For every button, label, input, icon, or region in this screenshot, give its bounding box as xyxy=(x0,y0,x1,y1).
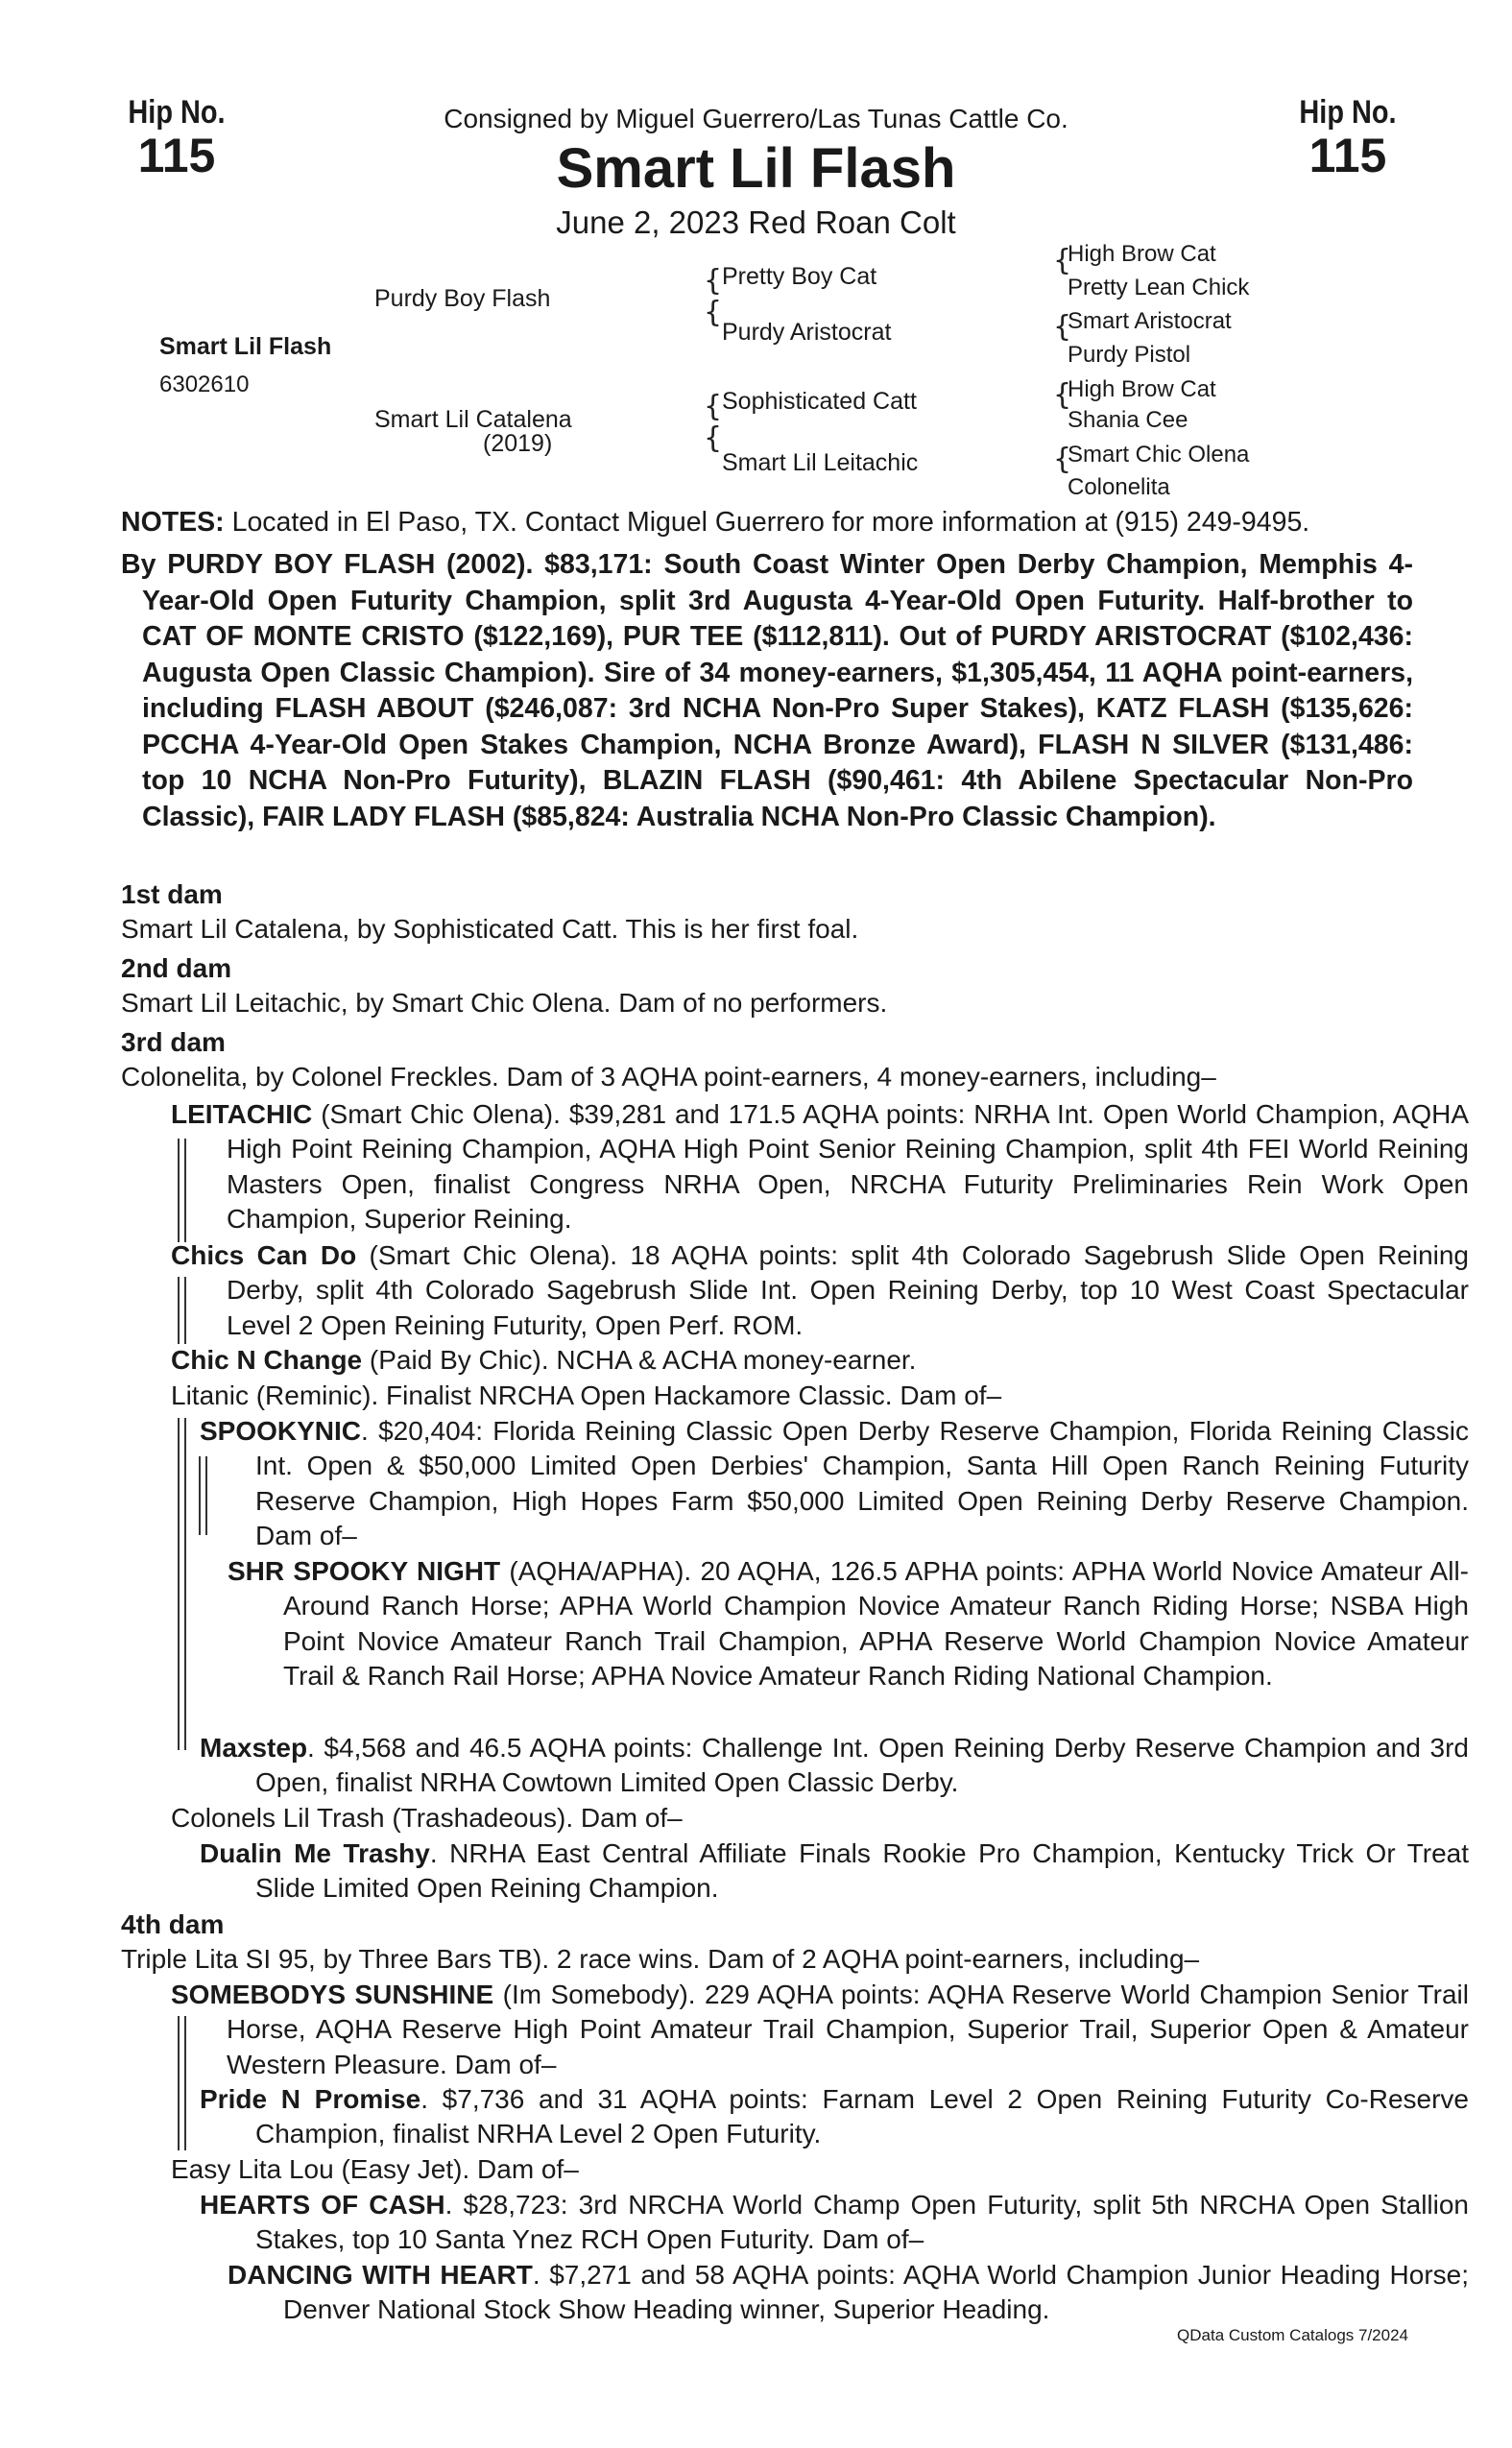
pedigree-gen3: Colonelita xyxy=(1068,474,1170,500)
pedigree-sire: Purdy Boy Flash xyxy=(374,285,551,312)
produce-detail: (Im Somebody). 229 AQHA points: AQHA Reserve World Champion Senior Trail Horse, AQHA Reserve High Point Amateur Trail Champion, Superior Trail, Superior Open & Amateur Western Pleasure. Dam of– xyxy=(227,1980,1469,2079)
produce-record xyxy=(200,1414,1469,1554)
brace-icon: { xyxy=(704,296,723,329)
brace-icon: { xyxy=(1053,310,1072,344)
first-dam-text: Smart Lil Catalena, by Sophisticated Catt. This is her first foal. xyxy=(121,914,859,944)
third-dam-intro: Colonelita, by Colonel Freckles. Dam of 3 AQHA point-earners, 4 money-earners, including– xyxy=(121,1062,1216,1092)
horse-name-title: Smart Lil Flash xyxy=(556,137,956,200)
produce-detail: . $28,723: 3rd NRCHA World Champ Open Futurity, split 5th NRCHA Open Stallion Stakes, top 10 Santa Ynez RCH Open Futurity. Dam of– xyxy=(255,2190,1469,2255)
brace-icon: { xyxy=(704,390,723,423)
pedigree-sire-dam: Purdy Aristocrat xyxy=(722,319,892,346)
produce-name: SPOOKYNIC xyxy=(200,1416,362,1446)
notes-text: Located in El Paso, TX. Contact Miguel Guerrero for more information at (915) 249-9495. xyxy=(224,507,1310,538)
produce-detail: (Smart Chic Olena). $39,281 and 171.5 AQHA points: NRHA Int. Open World Champion, AQHA High Point Reining Champion, AQHA High Point Senior Reining Champion, split 4th FEI World Reining Masters Open, finalist Congress NRHA Open, NRCHA Futurity Preliminaries Rein Work Open Champion, Superior Reining. xyxy=(227,1099,1469,1235)
pedigree-gen3: High Brow Cat xyxy=(1068,241,1216,267)
notes-label: NOTES: xyxy=(121,507,225,538)
pedigree-gen3: Pretty Lean Chick xyxy=(1068,275,1250,300)
produce-detail: . $4,568 and 46.5 AQHA points: Challenge Int. Open Reining Derby Reserve Champion and 3rd Open, finalist NRHA Cowtown Limited Open Classic Derby. xyxy=(255,1733,1469,1798)
pedigree-gen3: Shania Cee xyxy=(1068,407,1188,433)
brace-icon: { xyxy=(1053,443,1072,476)
produce-record xyxy=(200,2188,1469,2258)
pedigree-sire-sire: Pretty Boy Cat xyxy=(722,263,877,290)
produce-name: HEARTS OF CASH xyxy=(200,2190,445,2220)
pedigree-registration: 6302610 xyxy=(159,372,250,397)
consignor-line: Consigned by Miguel Guerrero/Las Tunas Cattle Co. xyxy=(444,104,1068,133)
produce-record xyxy=(171,1801,1413,1836)
first-dam-heading: 1st dam xyxy=(121,879,223,909)
pedigree-gen3: Purdy Pistol xyxy=(1068,342,1191,368)
pedigree-subject: Smart Lil Flash xyxy=(159,333,332,360)
produce-detail: (Smart Chic Olena). 18 AQHA points: split 4th Colorado Sagebrush Slide Open Reining Derby, split 4th Colorado Sagebrush Slide Int. Open Reining Derby, top 10 West Coast Spectacular Level 2 Open Reining Futurity, Open Perf. ROM. xyxy=(227,1240,1470,1340)
sire-paragraph xyxy=(121,547,1413,835)
produce-name: DANCING WITH HEART xyxy=(228,2260,533,2290)
produce-detail: . $7,271 and 58 AQHA points: AQHA World Champion Junior Heading Horse; Denver National Stock Show Heading winner, Superior Heading. xyxy=(283,2260,1469,2325)
produce-record xyxy=(171,1343,1413,1378)
produce-detail: . NRHA East Central Affiliate Finals Rookie Pro Champion, Kentucky Trick Or Treat Slide Limited Open Reining Champion. xyxy=(255,1838,1469,1904)
brace-icon: { xyxy=(1053,244,1072,277)
notes-line xyxy=(121,507,1413,539)
produce-record xyxy=(228,2258,1469,2328)
pedigree-gen3: Smart Chic Olena xyxy=(1068,442,1250,468)
pedigree-gen3: High Brow Cat xyxy=(1068,376,1216,402)
second-dam-section xyxy=(121,950,1413,1020)
produce-name: Dualin Me Trashy xyxy=(200,1838,430,1868)
hip-label: Hip No. xyxy=(1299,94,1397,131)
hip-value: 115 xyxy=(1308,128,1387,182)
produce-record xyxy=(171,1379,1413,1413)
third-dam-section xyxy=(121,1024,1413,1094)
produce-detail: Litanic (Reminic). Finalist NRCHA Open Hackamore Classic. Dam of– xyxy=(171,1380,1002,1410)
second-dam-heading: 2nd dam xyxy=(121,953,232,983)
brace-icon: { xyxy=(1053,378,1072,412)
produce-record xyxy=(171,1238,1469,1343)
produce-record xyxy=(171,1097,1469,1237)
fourth-dam-intro: Triple Lita SI 95, by Three Bars TB). 2 race wins. Dam of 2 AQHA point-earners, including– xyxy=(121,1944,1200,1974)
brace-icon: { xyxy=(704,421,723,455)
produce-detail: . $7,736 and 31 AQHA points: Farnam Level 2 Open Reining Futurity Co-Reserve Champion, finalist NRHA Level 2 Open Futurity. xyxy=(255,2084,1469,2149)
second-dam-text: Smart Lil Leitachic, by Smart Chic Olena. Dam of no performers. xyxy=(121,988,888,1018)
produce-record xyxy=(200,1836,1469,1907)
produce-detail: Easy Lita Lou (Easy Jet). Dam of– xyxy=(171,2154,579,2184)
pedigree-gen3: Smart Aristocrat xyxy=(1068,308,1232,334)
produce-name: SOMEBODYS SUNSHINE xyxy=(171,1980,494,2009)
indent-bar xyxy=(178,1418,186,1750)
hip-label: Hip No. xyxy=(128,94,226,131)
produce-record xyxy=(200,1731,1469,1801)
fourth-dam-section xyxy=(121,1907,1413,1977)
produce-record xyxy=(228,1554,1469,1694)
pedigree-dam-dam: Smart Lil Leitachic xyxy=(722,449,919,476)
produce-name: SHR SPOOKY NIGHT xyxy=(228,1556,501,1586)
pedigree-dam: Smart Lil Catalena xyxy=(374,406,572,433)
produce-detail: . $20,404: Florida Reining Classic Open Derby Reserve Champion, Florida Reining Classic Int. Open & $50,000 Limited Open Derbies' Champion, Santa Hill Open Ranch Reining Futurity Reserve Champion, High Hopes Farm $50,000 Limited Open Reining Derby Reserve Champion. Dam of– xyxy=(255,1416,1469,1551)
produce-name: Chics Can Do xyxy=(171,1240,357,1270)
produce-record xyxy=(171,1978,1469,2082)
produce-record xyxy=(200,2082,1469,2152)
hip-value: 115 xyxy=(137,128,216,182)
produce-name: LEITACHIC xyxy=(171,1099,313,1129)
produce-name: Pride N Promise xyxy=(200,2084,421,2114)
first-dam-section xyxy=(121,876,1413,947)
produce-name: Chic N Change xyxy=(171,1345,363,1375)
footer-credit: QData Custom Catalogs 7/2024 xyxy=(1177,2326,1408,2344)
fourth-dam-heading: 4th dam xyxy=(121,1909,225,1939)
third-dam-heading: 3rd dam xyxy=(121,1027,226,1057)
produce-record xyxy=(171,2152,1413,2187)
pedigree-dam-year: (2019) xyxy=(483,430,553,457)
brace-icon: { xyxy=(704,264,723,298)
birth-line: June 2, 2023 Red Roan Colt xyxy=(556,204,956,240)
produce-detail: (Paid By Chic). NCHA & ACHA money-earner. xyxy=(362,1345,917,1375)
pedigree-dam-sire: Sophisticated Catt xyxy=(722,388,917,415)
sire-text: By PURDY BOY FLASH (2002). $83,171: South Coast Winter Open Derby Champion, Memphis 4-Year-Old Open Futurity Champion, split 3rd Augusta 4-Year-Old Open Futurity. Half-brother to CAT OF MONTE CRISTO ($122,169), PUR TEE ($112,811). Out of PURDY ARISTOCRAT ($102,436: Augusta Open Classic Champion). Sire of 34 money-earners, $1,305,454, 11 AQHA point-earners, including FLASH ABOUT ($246,087: 3rd NCHA Non-Pro Super Stakes), KATZ FLASH ($135,626: PCCHA 4-Year-Old Open Stakes Champion, NCHA Bronze Award), FLASH N SILVER ($131,486: top 10 NCHA Non-Pro Futurity), BLAZIN FLASH ($90,461: 4th Abilene Spectacular Non-Pro Classic), FAIR LADY FLASH ($85,824: Australia NCHA Non-Pro Classic Champion). xyxy=(121,549,1413,832)
produce-detail: Colonels Lil Trash (Trashadeous). Dam of– xyxy=(171,1803,683,1833)
pedigree-chart xyxy=(0,0,1512,509)
produce-name: Maxstep xyxy=(200,1733,308,1763)
produce-detail: (AQHA/APHA). 20 AQHA, 126.5 APHA points: APHA World Novice Amateur All-Around Ranch Horse; APHA World Champion Novice Amateur Ranch Riding Horse; NSBA High Point Novice Amateur Ranch Trail Champion, APHA Reserve World Champion Novice Amateur Trail & Ranch Rail Horse; APHA Novice Amateur Ranch Riding National Champion. xyxy=(283,1556,1469,1692)
